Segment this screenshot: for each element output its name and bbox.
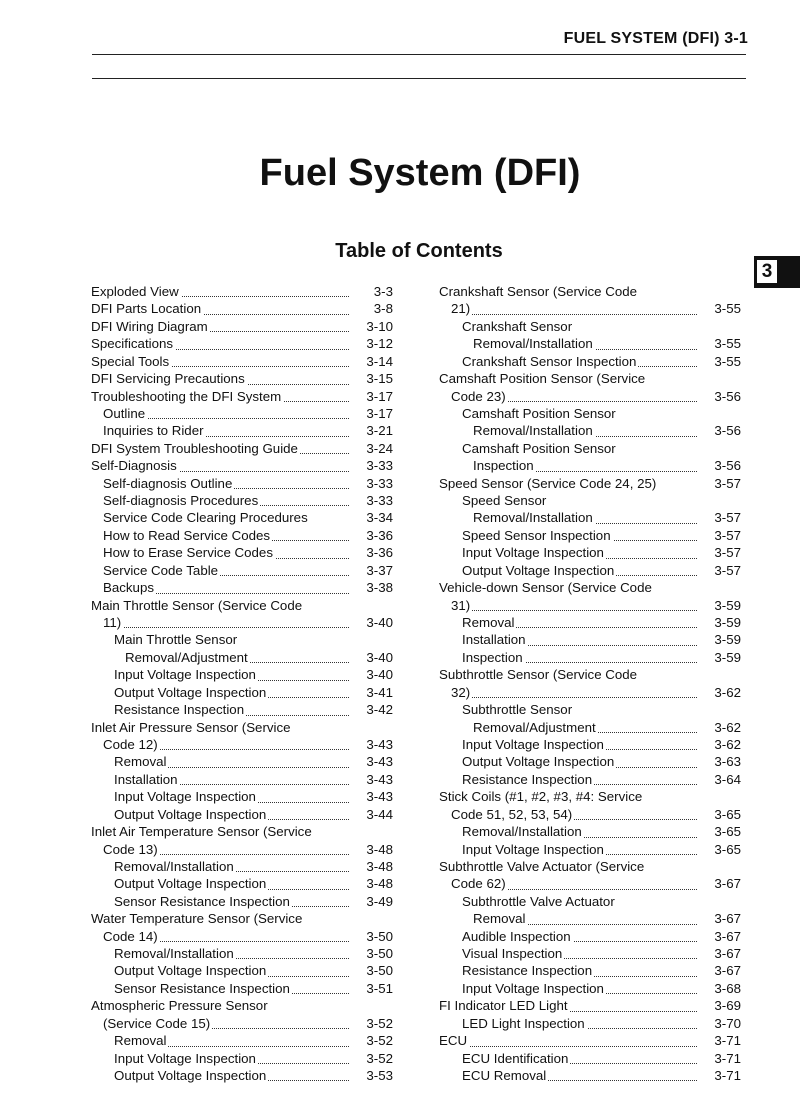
toc-entry-title: Installation xyxy=(114,771,178,787)
toc-entry xyxy=(439,858,741,875)
toc-page-number: 3-59 xyxy=(714,615,741,631)
toc-entry xyxy=(439,753,741,770)
toc-entry xyxy=(439,1067,741,1084)
toc-entry-title: Output Voltage Inspection xyxy=(114,806,267,822)
toc-entry-title: Self-diagnosis Procedures xyxy=(103,493,259,509)
toc-page-number: 3-56 xyxy=(714,458,741,474)
toc-entry-title: Output Voltage Inspection xyxy=(114,684,267,700)
toc-entry xyxy=(439,283,741,300)
toc-entry-title: Resistance Inspection xyxy=(462,963,593,979)
toc-entry-title: Removal xyxy=(462,615,515,631)
toc-page-number: 3-14 xyxy=(366,353,393,369)
toc-entry-title: Specifications xyxy=(91,336,174,352)
toc-page-number: 3-48 xyxy=(366,841,393,857)
toc-page-number: 3-70 xyxy=(714,1015,741,1031)
toc-page-number: 3-57 xyxy=(714,475,741,491)
toc-entry-title: Sensor Resistance Inspection xyxy=(114,980,290,996)
chapter-tab-number: 3 xyxy=(757,260,777,283)
toc-page-number: 3-71 xyxy=(714,1067,741,1083)
toc-page-number: 3-53 xyxy=(366,1067,393,1083)
toc-page-number: 3-67 xyxy=(714,876,741,892)
toc-page-number: 3-36 xyxy=(366,545,393,561)
toc-entry xyxy=(439,719,741,736)
toc-page-number: 3-71 xyxy=(714,1033,741,1049)
toc-page-number: 3-36 xyxy=(366,527,393,543)
toc-entry-title: Input Voltage Inspection xyxy=(462,736,604,752)
toc-entry xyxy=(439,300,741,317)
toc-entry xyxy=(439,475,741,492)
toc-entry xyxy=(91,736,393,753)
toc-entry xyxy=(439,405,741,422)
toc-dot-leader xyxy=(103,627,349,628)
toc-entry-title: Code 14) xyxy=(103,928,158,944)
toc-entry-title: Input Voltage Inspection xyxy=(462,841,604,857)
toc-entry xyxy=(91,388,393,405)
toc-entry xyxy=(439,1050,741,1067)
toc-entry-title: Speed Sensor Inspection xyxy=(462,527,611,543)
toc-entry-title: Inspection xyxy=(462,649,523,665)
toc-entry xyxy=(439,492,741,509)
toc-entry-title: LED Light Inspection xyxy=(462,1015,585,1031)
toc-entry xyxy=(91,562,393,579)
toc-entry-title: Subthrottle Sensor (Service Code xyxy=(439,667,638,683)
toc-page-number: 3-40 xyxy=(366,649,393,665)
toc-entry-title: Camshaft Position Sensor (Service xyxy=(439,371,646,387)
toc-page-number: 3-3 xyxy=(373,284,393,299)
toc-page-number: 3-40 xyxy=(366,667,393,683)
toc-entry-title: Backups xyxy=(103,580,154,596)
toc-entry xyxy=(91,631,393,648)
toc-entry xyxy=(91,823,393,840)
toc-page-number: 3-17 xyxy=(366,405,393,421)
toc-entry xyxy=(439,649,741,666)
toc-entry-title: DFI System Troubleshooting Guide xyxy=(91,440,298,456)
toc-entry xyxy=(439,544,741,561)
toc-page-number: 3-38 xyxy=(366,580,393,596)
toc-entry xyxy=(91,370,393,387)
toc-entry-title: Resistance Inspection xyxy=(114,702,245,718)
toc-entry-title: Self-Diagnosis xyxy=(91,458,177,474)
header-rule-bottom xyxy=(92,78,746,79)
toc-page-number: 3-68 xyxy=(714,980,741,996)
toc-entry xyxy=(439,997,741,1014)
toc-entry-title: Sensor Resistance Inspection xyxy=(114,893,290,909)
toc-entry-title: Main Throttle Sensor (Service Code xyxy=(91,597,303,613)
toc-column-right xyxy=(439,283,741,1084)
toc-entry-title: Crankshaft Sensor xyxy=(462,318,573,334)
toc-heading: Table of Contents xyxy=(335,240,503,262)
toc-entry-title: Code 13) xyxy=(103,841,158,857)
toc-entry xyxy=(91,1032,393,1049)
toc-entry xyxy=(439,701,741,718)
toc-entry xyxy=(439,457,741,474)
toc-entry-title: DFI Wiring Diagram xyxy=(91,318,208,334)
toc-entry xyxy=(439,353,741,370)
toc-entry-title: Outline xyxy=(103,405,146,421)
toc-entry xyxy=(91,910,393,927)
toc-entry xyxy=(91,1015,393,1032)
toc-entry-title: Input Voltage Inspection xyxy=(114,667,256,683)
toc-entry xyxy=(439,440,741,457)
toc-page-number: 3-56 xyxy=(714,388,741,404)
toc-page-number: 3-55 xyxy=(714,336,741,352)
toc-entry xyxy=(439,631,741,648)
toc-page-number: 3-8 xyxy=(373,301,393,317)
toc-entry-title: Code 62) xyxy=(451,876,506,892)
toc-entry-title: Code 23) xyxy=(451,388,506,404)
toc-entry-title: Visual Inspection xyxy=(462,946,563,962)
toc-entry-title: Input Voltage Inspection xyxy=(114,1050,256,1066)
toc-entry-title: Audible Inspection xyxy=(462,928,571,944)
toc-entry xyxy=(439,614,741,631)
toc-entry xyxy=(91,1067,393,1084)
toc-entry-title: 21) xyxy=(451,301,471,317)
toc-entry-title: Inlet Air Pressure Sensor (Service xyxy=(91,719,291,735)
toc-entry xyxy=(91,684,393,701)
toc-entry xyxy=(91,980,393,997)
toc-page-number: 3-67 xyxy=(714,963,741,979)
toc-entry-title: Removal xyxy=(114,1033,167,1049)
toc-entry-title: Vehicle-down Sensor (Service Code xyxy=(439,580,652,596)
toc-page-number: 3-42 xyxy=(366,702,393,718)
toc-entry-title: 32) xyxy=(451,684,471,700)
toc-entry xyxy=(91,405,393,422)
toc-entry xyxy=(91,997,393,1014)
toc-entry xyxy=(439,509,741,526)
toc-entry-title: Service Code Table xyxy=(103,562,219,578)
toc-page-number: 3-52 xyxy=(366,1033,393,1049)
toc-page-number: 3-57 xyxy=(714,562,741,578)
toc-entry xyxy=(439,806,741,823)
toc-entry-title: Resistance Inspection xyxy=(462,771,593,787)
toc-entry-title: Self-diagnosis Outline xyxy=(103,475,233,491)
toc-entry-title: FI Indicator LED Light xyxy=(439,998,568,1014)
toc-entry-title: ECU Removal xyxy=(462,1067,547,1083)
toc-page-number: 3-69 xyxy=(714,998,741,1014)
toc-entry-title: Crankshaft Sensor Inspection xyxy=(462,353,637,369)
toc-entry xyxy=(91,893,393,910)
toc-entry xyxy=(439,666,741,683)
toc-entry-title: 11) xyxy=(103,615,122,631)
toc-entry xyxy=(91,353,393,370)
toc-page-number: 3-63 xyxy=(714,754,741,770)
toc-entry-title: Output Voltage Inspection xyxy=(462,754,615,770)
toc-entry xyxy=(91,440,393,457)
toc-entry-title: Removal/Adjustment xyxy=(473,719,596,735)
toc-entry xyxy=(91,283,393,300)
toc-entry-title: Removal/Installation xyxy=(114,946,234,962)
toc-page-number: 3-21 xyxy=(366,423,393,439)
toc-entry-title: Water Temperature Sensor (Service xyxy=(91,911,303,927)
toc-page-number: 3-52 xyxy=(366,1050,393,1066)
toc-entry-title: Removal/Installation xyxy=(462,824,582,840)
toc-page-number: 3-52 xyxy=(366,1015,393,1031)
toc-page-number: 3-67 xyxy=(714,928,741,944)
toc-entry xyxy=(91,597,393,614)
toc-dot-leader xyxy=(451,314,697,315)
toc-entry xyxy=(91,1050,393,1067)
toc-entry-title: ECU xyxy=(439,1033,468,1049)
toc-entry xyxy=(439,1032,741,1049)
toc-page-number: 3-40 xyxy=(366,615,393,631)
toc-entry-title: Installation xyxy=(462,632,526,648)
toc-page-number: 3-57 xyxy=(714,527,741,543)
toc-entry xyxy=(439,928,741,945)
toc-entry xyxy=(91,771,393,788)
toc-page-number: 3-33 xyxy=(366,493,393,509)
toc-page-number: 3-65 xyxy=(714,824,741,840)
toc-entry xyxy=(91,318,393,335)
toc-entry-title: Service Code Clearing Procedures xyxy=(103,510,308,526)
header-rule-top xyxy=(92,54,746,55)
toc-page-number: 3-50 xyxy=(366,963,393,979)
toc-entry xyxy=(91,422,393,439)
toc-entry xyxy=(439,788,741,805)
toc-entry xyxy=(91,719,393,736)
toc-dot-leader xyxy=(451,697,697,698)
toc-entry xyxy=(91,945,393,962)
toc-entry xyxy=(91,806,393,823)
toc-page-number: 3-55 xyxy=(714,301,741,317)
toc-entry xyxy=(91,962,393,979)
toc-entry xyxy=(439,875,741,892)
toc-page-number: 3-62 xyxy=(714,684,741,700)
toc-entry-title: Removal xyxy=(114,754,167,770)
running-header: FUEL SYSTEM (DFI) 3-1 xyxy=(563,30,748,47)
toc-entry xyxy=(91,666,393,683)
toc-entry xyxy=(91,475,393,492)
toc-page-number: 3-65 xyxy=(714,841,741,857)
toc-page-number: 3-57 xyxy=(714,510,741,526)
toc-entry-title: Stick Coils (#1, #2, #3, #4: Service xyxy=(439,789,643,805)
toc-page-number: 3-62 xyxy=(714,719,741,735)
toc-page-number: 3-49 xyxy=(366,893,393,909)
toc-page-number: 3-44 xyxy=(366,806,393,822)
toc-entry-title: Code 12) xyxy=(103,736,158,752)
toc-entry-title: DFI Parts Location xyxy=(91,301,202,317)
toc-page-number: 3-71 xyxy=(714,1050,741,1066)
toc-entry xyxy=(91,649,393,666)
toc-entry xyxy=(439,335,741,352)
toc-page-number: 3-43 xyxy=(366,736,393,752)
toc-entry xyxy=(439,318,741,335)
toc-page-number: 3-57 xyxy=(714,545,741,561)
toc-entry-title: Removal xyxy=(473,911,526,927)
toc-entry-title: Output Voltage Inspection xyxy=(114,876,267,892)
toc-entry-title: Main Throttle Sensor xyxy=(114,632,238,648)
toc-dot-leader xyxy=(451,610,697,611)
toc-entry-title: Removal/Installation xyxy=(114,858,234,874)
toc-entry-title: Input Voltage Inspection xyxy=(462,545,604,561)
toc-entry xyxy=(439,370,741,387)
toc-entry xyxy=(91,701,393,718)
toc-entry-title: Removal/Installation xyxy=(473,423,593,439)
toc-entry xyxy=(439,771,741,788)
toc-page-number: 3-24 xyxy=(366,440,393,456)
toc-entry xyxy=(91,841,393,858)
toc-entry xyxy=(91,875,393,892)
toc-entry xyxy=(439,388,741,405)
toc-page-number: 3-48 xyxy=(366,876,393,892)
toc-entry xyxy=(439,841,741,858)
toc-page-number: 3-59 xyxy=(714,649,741,665)
toc-entry-title: Subthrottle Valve Actuator xyxy=(462,893,615,909)
toc-entry xyxy=(91,457,393,474)
toc-entry xyxy=(91,753,393,770)
toc-entry-title: Camshaft Position Sensor xyxy=(462,440,616,456)
toc-entry-title: Subthrottle Sensor xyxy=(462,702,573,718)
toc-entry-title: Output Voltage Inspection xyxy=(462,562,615,578)
toc-entry xyxy=(91,527,393,544)
toc-entry xyxy=(439,823,741,840)
toc-entry-title: Removal/Installation xyxy=(473,336,593,352)
toc-entry xyxy=(91,858,393,875)
toc-entry-title: ECU Identification xyxy=(462,1050,569,1066)
toc-entry xyxy=(91,614,393,631)
toc-entry-title: Inspection xyxy=(473,458,534,474)
toc-page-number: 3-33 xyxy=(366,458,393,474)
toc-entry-title: Input Voltage Inspection xyxy=(462,980,604,996)
toc-page-number: 3-33 xyxy=(366,475,393,491)
toc-entry xyxy=(439,527,741,544)
toc-entry xyxy=(439,945,741,962)
toc-entry-title: DFI Servicing Precautions xyxy=(91,371,245,387)
toc-column-left xyxy=(91,283,393,1084)
toc-entry xyxy=(91,300,393,317)
toc-entry-title: (Service Code 15) xyxy=(103,1015,211,1031)
toc-entry-title: Inquiries to Rider xyxy=(103,423,204,439)
toc-entry-title: Subthrottle Valve Actuator (Service xyxy=(439,858,645,874)
toc-page-number: 3-55 xyxy=(714,353,741,369)
toc-entry-title: Inlet Air Temperature Sensor (Service xyxy=(91,824,312,840)
toc-page-number: 3-43 xyxy=(366,789,393,805)
toc-entry-title: Output Voltage Inspection xyxy=(114,963,267,979)
toc-page-number: 3-65 xyxy=(714,806,741,822)
toc-entry-title: Atmospheric Pressure Sensor xyxy=(91,998,268,1014)
toc-entry-title: How to Read Service Codes xyxy=(103,527,271,543)
toc-entry-title: Special Tools xyxy=(91,353,170,369)
toc-entry xyxy=(439,980,741,997)
toc-page-number: 3-43 xyxy=(366,754,393,770)
toc-entry xyxy=(91,544,393,561)
toc-entry xyxy=(439,962,741,979)
toc-entry xyxy=(439,684,741,701)
toc-entry xyxy=(439,597,741,614)
toc-page-number: 3-17 xyxy=(366,388,393,404)
toc-entry xyxy=(439,736,741,753)
toc-entry xyxy=(91,509,393,526)
toc-entry xyxy=(91,928,393,945)
toc-entry-title: Output Voltage Inspection xyxy=(114,1067,267,1083)
toc-entry xyxy=(439,562,741,579)
toc-entry-title: Troubleshooting the DFI System xyxy=(91,388,282,404)
toc-entry-title: Exploded View xyxy=(91,284,179,299)
toc-page-number: 3-59 xyxy=(714,632,741,648)
toc-page-number: 3-50 xyxy=(366,928,393,944)
toc-dot-leader xyxy=(439,1046,697,1047)
toc-entry xyxy=(439,422,741,439)
toc-entry xyxy=(439,1015,741,1032)
toc-entry xyxy=(91,492,393,509)
toc-page-number: 3-48 xyxy=(366,858,393,874)
toc-page-number: 3-67 xyxy=(714,911,741,927)
toc-entry xyxy=(439,910,741,927)
toc-entry xyxy=(91,788,393,805)
toc-page-number: 3-62 xyxy=(714,736,741,752)
toc-page-number: 3-50 xyxy=(366,946,393,962)
toc-page-number: 3-51 xyxy=(366,980,393,996)
toc-entry-title: Crankshaft Sensor (Service Code xyxy=(439,284,638,299)
toc-page-number: 3-64 xyxy=(714,771,741,787)
toc-page-number: 3-43 xyxy=(366,771,393,787)
toc-entry xyxy=(439,579,741,596)
toc-page-number: 3-56 xyxy=(714,423,741,439)
toc-page-number: 3-12 xyxy=(366,336,393,352)
toc-entry-title: How to Erase Service Codes xyxy=(103,545,273,561)
toc-page-number: 3-59 xyxy=(714,597,741,613)
chapter-title: Fuel System (DFI) xyxy=(259,152,581,194)
toc-page-number: 3-67 xyxy=(714,946,741,962)
toc-entry xyxy=(439,893,741,910)
toc-entry-title: Speed Sensor (Service Code 24, 25) xyxy=(439,475,657,491)
toc-entry-title: Removal/Installation xyxy=(473,510,593,526)
toc-page-number: 3-41 xyxy=(366,684,393,700)
toc-entry-title: Speed Sensor xyxy=(462,493,547,509)
chapter-tab xyxy=(754,256,800,288)
toc-entry-title: Camshaft Position Sensor xyxy=(462,405,616,421)
toc-entry xyxy=(91,335,393,352)
toc-page-number: 3-15 xyxy=(366,371,393,387)
toc-page-number: 3-34 xyxy=(366,510,393,526)
toc-entry-title: 31) xyxy=(451,597,471,613)
toc-entry-title: Input Voltage Inspection xyxy=(114,789,256,805)
toc-entry-title: Code 51, 52, 53, 54) xyxy=(451,806,573,822)
toc-entry xyxy=(91,579,393,596)
toc-page-number: 3-10 xyxy=(366,318,393,334)
toc-entry-title: Removal/Adjustment xyxy=(125,649,248,665)
toc-page-number: 3-37 xyxy=(366,562,393,578)
